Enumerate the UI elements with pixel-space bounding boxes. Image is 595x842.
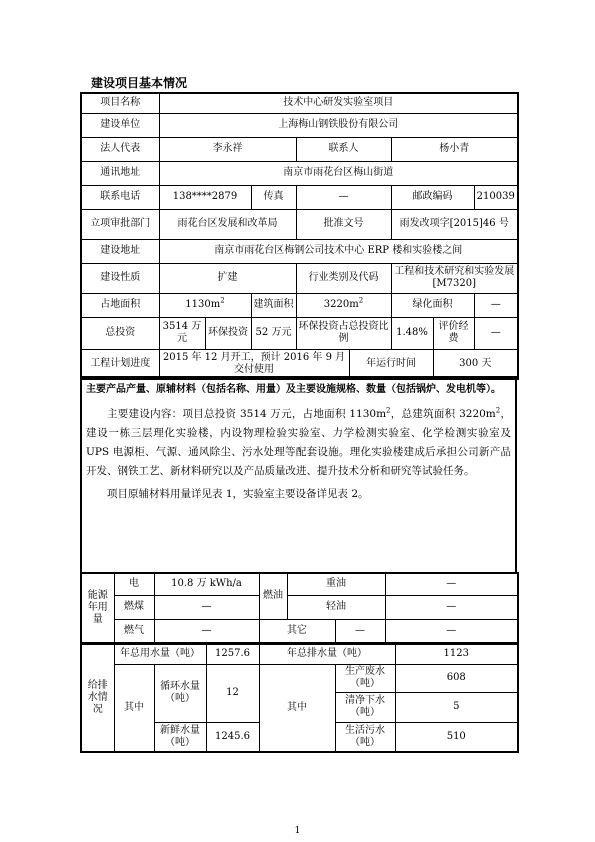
project-name: 技术中心研发实验室项目 xyxy=(159,93,518,113)
invest-label: 总投资 xyxy=(81,317,159,349)
env-ratio-label: 环保投资占总投资比例 xyxy=(296,317,391,349)
heavy-oil: — xyxy=(385,573,518,595)
approval-no: 雨发改项字[2015]46 号 xyxy=(391,209,518,239)
industry: 工程和技术研究和实验发展 [M7320] xyxy=(391,263,518,293)
tables-reference: 项目原辅材料用量详见表 1，实验室主要设备详见表 2。 xyxy=(107,488,369,500)
coal: — xyxy=(154,595,259,619)
site: 南京市雨花台区梅钢公司技术中心 ERP 楼和实验楼之间 xyxy=(159,239,518,263)
other: — xyxy=(335,619,385,643)
water-table xyxy=(80,643,519,753)
heavy-oil-label: 重油 xyxy=(287,573,385,595)
build-area: $3220m^2$ xyxy=(296,293,391,317)
clean-drain-label: 清净下水（吨） xyxy=(335,692,395,722)
annual-days: 300 天 xyxy=(433,349,518,379)
total-drain: 1123 xyxy=(395,644,518,664)
unit: 上海梅山钢铁股份有限公司 xyxy=(159,113,518,137)
industry-label: 行业类别及代码 xyxy=(296,263,391,293)
recycle: 12 xyxy=(206,664,259,722)
total-use: 1257.6 xyxy=(206,644,259,664)
eval-fee: — xyxy=(474,317,518,349)
fuel-label: 燃油 xyxy=(259,573,287,619)
total-drain-label: 年总排水量（吨） xyxy=(259,644,395,664)
recycle-label: 循环水量（吨） xyxy=(154,664,206,722)
invest: 3514 万元 xyxy=(159,317,205,349)
address-label: 通讯地址 xyxy=(81,161,159,185)
electricity: 10.8 万 kWh/a xyxy=(154,573,259,595)
land-area-label: 占地面积 xyxy=(81,293,159,317)
contact: 杨小青 xyxy=(391,137,518,161)
env-ratio: 1.48% xyxy=(391,317,433,349)
site-label: 建设地址 xyxy=(81,239,159,263)
total-use-label: 年总用水量（吨） xyxy=(114,644,206,664)
prod-waste: 608 xyxy=(395,664,518,692)
schedule: 2015 年 12 月开工，预计 2016 年 9 月交付使用 xyxy=(159,349,349,379)
prod-waste-label: 生产废水（吨） xyxy=(335,664,395,692)
env-invest-label: 环保投资 xyxy=(205,317,251,349)
of-which-1: 其中 xyxy=(114,664,154,752)
domestic: 510 xyxy=(395,722,518,752)
approval-dept: 雨花台区发展和改革局 xyxy=(159,209,296,239)
description-heading: 主要产品产量、原辅材料（包括名称、用量）及主要设施规格、数量（包括锅炉、发电机等）。 xyxy=(86,384,501,395)
legal-rep-label: 法人代表 xyxy=(81,137,159,161)
green-area-label: 绿化面积 xyxy=(391,293,474,317)
green-area: — xyxy=(474,293,518,317)
project-name-label: 项目名称 xyxy=(81,93,159,113)
contact-label: 联系人 xyxy=(296,137,391,161)
light-oil: — xyxy=(385,595,518,619)
phone-label: 联系电话 xyxy=(81,185,159,209)
fax: — xyxy=(296,185,391,209)
water-label: 给排水情况 xyxy=(81,644,114,752)
domestic-label: 生活污水（吨） xyxy=(335,722,395,752)
description-paragraph: 主要建设内容：项目总投资 3514 万元，占地面积 $1130m^2$，总建筑面积 $3220m^2$，建设一栋三层理化实验楼，内设物理检验实验室、力学检测实验室、化学检测实验室及 UPS 电源柜、气源、通风除尘、污水处理等配套设施。理化实验楼建成后承担公司新产品开发、钢铁工艺、新材料研究以及产品质量改进、提升技术分析和研究等试验任务。 xyxy=(86,406,512,477)
energy-label: 能源年用量 xyxy=(81,573,114,643)
page-number: 1 xyxy=(294,826,301,836)
coal-label: 燃煤 xyxy=(114,595,154,619)
fax-label: 传真 xyxy=(251,185,296,209)
approval-dept-label: 立项审批部门 xyxy=(81,209,159,239)
electricity-label: 电 xyxy=(114,573,154,595)
basic-info-table xyxy=(80,92,519,380)
clean-drain: 5 xyxy=(395,692,518,722)
nature-label: 建设性质 xyxy=(81,263,159,293)
land-area: $1130m^2$ xyxy=(159,293,251,317)
eval-fee-label: 评价经费 xyxy=(433,317,474,349)
env-invest: 52 万元 xyxy=(251,317,296,349)
annual-days-label: 年运行时间 xyxy=(349,349,433,379)
fresh-label: 新鲜水量（吨） xyxy=(154,722,206,752)
energy-table xyxy=(80,572,519,644)
light-oil-label: 轻油 xyxy=(287,595,385,619)
postcode-label: 邮政编码 xyxy=(391,185,474,209)
gas: — xyxy=(154,619,259,643)
schedule-label: 工程计划进度 xyxy=(81,349,159,379)
postcode: 210039 xyxy=(474,185,518,209)
other-val: — xyxy=(385,619,518,643)
fresh: 1245.6 xyxy=(206,722,259,752)
other-label: 其它 xyxy=(259,619,335,643)
description-box xyxy=(80,376,517,574)
phone: 138****2879 xyxy=(159,185,251,209)
of-which-2: 其中 xyxy=(259,664,335,752)
build-area-label: 建筑面积 xyxy=(251,293,296,317)
unit-label: 建设单位 xyxy=(81,113,159,137)
gas-label: 燃气 xyxy=(114,619,154,643)
section-title: 建设项目基本情况 xyxy=(91,76,188,90)
address: 南京市雨花台区梅山街道 xyxy=(159,161,518,185)
approval-no-label: 批准文号 xyxy=(296,209,391,239)
nature: 扩建 xyxy=(159,263,296,293)
legal-rep: 李永祥 xyxy=(159,137,296,161)
